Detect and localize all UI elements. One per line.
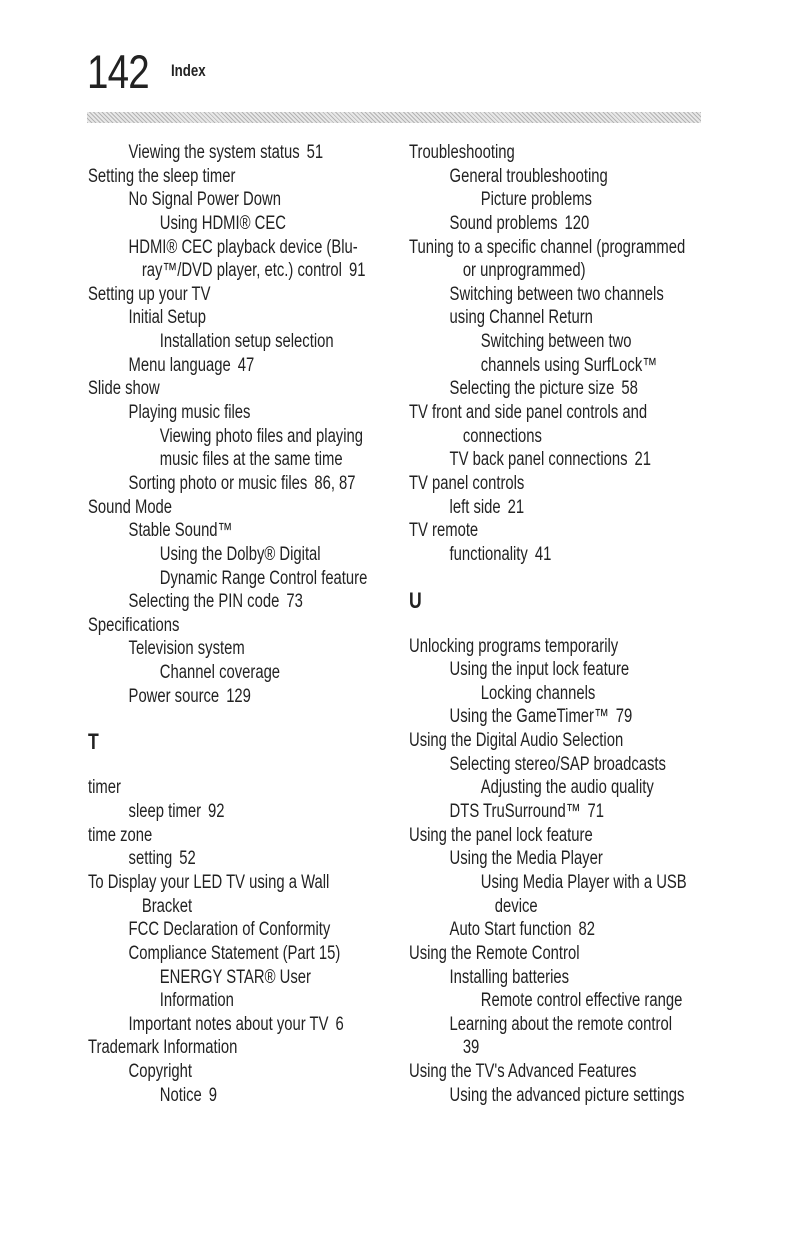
index-entry-text: Using the advanced picture settings bbox=[449, 1084, 685, 1106]
index-entry-text: Selecting the picture size bbox=[449, 378, 615, 400]
index-entry-text: Unlocking programs temporarily bbox=[409, 635, 619, 657]
index-entry bbox=[88, 590, 330, 614]
index-entry-text: Using the TV's Advanced Features bbox=[409, 1061, 637, 1083]
index-entry-text: TV remote bbox=[409, 520, 479, 542]
index-entry bbox=[409, 188, 651, 212]
index-entry bbox=[88, 895, 330, 919]
index-entry bbox=[88, 543, 330, 567]
index-entry bbox=[409, 425, 651, 449]
index-entry bbox=[409, 918, 651, 942]
index-entry-text: Compliance Statement (Part 15) bbox=[128, 942, 341, 964]
index-entry-text: TV back panel connections bbox=[449, 449, 628, 471]
index-entry bbox=[88, 472, 356, 496]
index-entry bbox=[409, 729, 651, 753]
index-entry-text: Using Media Player with a USB bbox=[480, 871, 687, 893]
index-entry-text: Switching between two bbox=[480, 331, 632, 353]
index-entry-text: Menu language bbox=[128, 354, 231, 376]
index-page-ref: 51 bbox=[306, 142, 324, 163]
index-entry-text: Installation setup selection bbox=[159, 331, 334, 353]
index-entry bbox=[409, 966, 651, 990]
index-entry bbox=[409, 895, 651, 919]
index-entry bbox=[409, 283, 664, 307]
index-entry bbox=[409, 354, 658, 378]
index-entry-text: Tuning to a specific channel (programmed bbox=[409, 236, 686, 258]
section-title: Index bbox=[171, 61, 206, 80]
page-number: 142 bbox=[87, 45, 149, 98]
index-entry-text: music files at the same time bbox=[159, 449, 343, 471]
index-letter-heading: T bbox=[88, 729, 99, 755]
index-entry-text: Slide show bbox=[88, 378, 160, 400]
index-entry-text: Remote control effective range bbox=[480, 990, 683, 1012]
index-entry bbox=[88, 354, 330, 378]
index-entry-text: Playing music files bbox=[128, 402, 251, 424]
index-entry bbox=[88, 614, 330, 638]
index-entry bbox=[409, 1013, 673, 1037]
index-entry bbox=[409, 259, 651, 283]
index-page-ref: 91 bbox=[348, 260, 366, 282]
index-entry-text: Channel coverage bbox=[159, 662, 281, 684]
index-entry-text: Trademark Information bbox=[88, 1037, 238, 1059]
index-letter-heading: U bbox=[409, 587, 422, 613]
index-entry bbox=[88, 330, 334, 354]
index-entry-text: TV front and side panel controls and bbox=[409, 402, 648, 424]
index-entry bbox=[409, 871, 687, 895]
index-entry bbox=[88, 685, 330, 709]
index-entry-text: Using the GameTimer™ bbox=[449, 706, 609, 728]
index-entry bbox=[88, 637, 330, 661]
index-column-right bbox=[409, 141, 719, 1107]
index-entry-text: Setting up your TV bbox=[88, 283, 211, 305]
index-entry-text: Using HDMI® CEC bbox=[159, 212, 286, 234]
index-page-ref: 120 bbox=[564, 212, 590, 234]
index-entry-text: Setting the sleep timer bbox=[88, 165, 236, 187]
index-entry-text: Using the panel lock feature bbox=[409, 824, 593, 846]
index-entry-text: ray™/DVD player, etc.) control bbox=[141, 260, 342, 282]
index-entry bbox=[409, 800, 651, 824]
index-entry bbox=[88, 966, 330, 990]
index-entry bbox=[409, 496, 651, 520]
index-entry-text: Sorting photo or music files bbox=[128, 472, 308, 494]
index-entry-text: Dynamic Range Control feature bbox=[159, 567, 368, 589]
index-entry bbox=[409, 448, 651, 472]
index-page-ref: 86, 87 bbox=[314, 472, 356, 494]
index-entry-text: Switching between two channels bbox=[449, 283, 664, 305]
index-entry bbox=[88, 918, 330, 942]
index-page-ref: 129 bbox=[226, 685, 251, 707]
index-entry-text: device bbox=[494, 895, 538, 917]
index-entry-text: functionality bbox=[449, 543, 528, 565]
index-entry bbox=[88, 401, 330, 425]
index-entry bbox=[88, 188, 330, 212]
index-entry-text: Television system bbox=[128, 638, 245, 660]
index-entry bbox=[409, 847, 651, 871]
index-entry bbox=[409, 519, 651, 543]
index-entry bbox=[88, 496, 330, 520]
index-entry-text: DTS TruSurround™ bbox=[449, 801, 581, 823]
index-entry bbox=[409, 141, 651, 165]
index-entry bbox=[409, 942, 651, 966]
index-entry-text: Auto Start function bbox=[449, 919, 572, 941]
index-entry bbox=[88, 776, 330, 800]
index-entry bbox=[409, 753, 666, 777]
index-entry-text: Stable Sound™ bbox=[128, 520, 233, 542]
index-page-ref: 21 bbox=[634, 449, 652, 471]
index-page-ref: 9 bbox=[208, 1084, 218, 1106]
index-entry bbox=[88, 259, 366, 283]
index-page-ref: 92 bbox=[208, 801, 225, 823]
index-page-ref: 71 bbox=[587, 801, 605, 823]
index-entry-text: Viewing the system status bbox=[128, 142, 300, 163]
index-entry bbox=[88, 306, 330, 330]
index-entry bbox=[409, 472, 651, 496]
index-entry-text: FCC Declaration of Conformity bbox=[128, 919, 331, 941]
index-entry bbox=[409, 330, 651, 354]
index-entry-text: timer bbox=[88, 777, 121, 799]
index-entry-text: using Channel Return bbox=[449, 307, 593, 329]
index-entry bbox=[409, 824, 651, 848]
index-entry-text: Copyright bbox=[128, 1061, 192, 1083]
index-entry bbox=[88, 800, 330, 824]
index-entry bbox=[88, 283, 330, 307]
index-entry-text: Specifications bbox=[88, 614, 180, 636]
index-entry-text: Using the Media Player bbox=[449, 848, 603, 870]
index-entry bbox=[88, 871, 330, 895]
index-entry-text: Initial Setup bbox=[128, 307, 207, 329]
index-page-ref: 21 bbox=[507, 496, 525, 518]
index-entry-text: Using the Remote Control bbox=[409, 942, 580, 964]
index-entry-text: Bracket bbox=[141, 895, 193, 917]
index-entry bbox=[409, 1060, 651, 1084]
index-entry-text: Sound problems bbox=[449, 212, 558, 234]
index-entry bbox=[88, 377, 330, 401]
index-entry-text: Using the Digital Audio Selection bbox=[409, 730, 624, 752]
index-entry-text: Picture problems bbox=[480, 189, 592, 211]
index-entry bbox=[409, 306, 651, 330]
index-entry-text: Power source bbox=[128, 685, 220, 707]
index-entry bbox=[88, 567, 368, 591]
index-entry-text: 39 bbox=[462, 1037, 480, 1059]
index-entry bbox=[409, 165, 651, 189]
index-entry bbox=[88, 1036, 330, 1060]
index-entry-text: Selecting stereo/SAP broadcasts bbox=[449, 753, 666, 775]
index-entry bbox=[409, 543, 651, 567]
index-entry-text: Using the input lock feature bbox=[449, 659, 630, 681]
index-entry bbox=[88, 1084, 330, 1108]
index-entry-text: Adjusting the audio quality bbox=[480, 777, 654, 799]
index-entry-text: General troubleshooting bbox=[449, 165, 608, 187]
index-entry-text: Important notes about your TV bbox=[128, 1013, 329, 1035]
index-entry bbox=[88, 236, 358, 260]
index-entry-text: Using the Dolby® Digital bbox=[159, 543, 321, 565]
index-page-ref: 79 bbox=[615, 706, 633, 728]
index-entry bbox=[88, 212, 330, 236]
index-entry-text: Installing batteries bbox=[449, 966, 570, 988]
index-entry bbox=[409, 236, 686, 260]
index-entry-text: No Signal Power Down bbox=[128, 189, 281, 211]
index-entry-text: setting bbox=[128, 848, 173, 870]
header-rule bbox=[87, 112, 701, 123]
index-entry bbox=[88, 519, 330, 543]
index-entry bbox=[88, 989, 330, 1013]
index-page-ref: 73 bbox=[286, 591, 303, 613]
index-entry bbox=[409, 989, 683, 1013]
index-entry bbox=[409, 776, 654, 800]
index-entry-text: Locking channels bbox=[480, 682, 596, 704]
index-entry bbox=[409, 682, 651, 706]
index-entry bbox=[88, 165, 330, 189]
index-entry bbox=[88, 847, 330, 871]
index-column-left bbox=[88, 141, 398, 1107]
index-entry bbox=[88, 1013, 344, 1037]
index-entry-text: Learning about the remote control bbox=[449, 1013, 673, 1035]
index-entry-text: left side bbox=[449, 496, 501, 518]
index-entry bbox=[409, 658, 651, 682]
index-page-ref: 6 bbox=[335, 1013, 344, 1035]
index-entry bbox=[409, 1084, 685, 1108]
index-entry-text: time zone bbox=[88, 824, 153, 846]
index-entry-text: TV panel controls bbox=[409, 472, 525, 494]
index-entry bbox=[88, 942, 341, 966]
index-entry bbox=[409, 705, 651, 729]
index-entry-text: or unprogrammed) bbox=[462, 260, 586, 282]
index-entry bbox=[409, 212, 651, 236]
index-entry bbox=[88, 661, 330, 685]
index-entry-text: HDMI® CEC playback device (Blu- bbox=[128, 236, 358, 258]
index-entry-text: Sound Mode bbox=[88, 496, 173, 518]
index-entry bbox=[88, 448, 343, 472]
index-entry bbox=[409, 1036, 651, 1060]
index-entry bbox=[88, 1060, 330, 1084]
index-entry-text: connections bbox=[462, 425, 542, 447]
index-entry-text: Selecting the PIN code bbox=[128, 591, 280, 613]
index-page-ref: 47 bbox=[237, 354, 255, 376]
index-entry bbox=[409, 635, 651, 659]
index-entry-text: ENERGY STAR® User bbox=[159, 966, 311, 988]
index-entry bbox=[88, 141, 330, 165]
index-entry-text: Information bbox=[159, 990, 234, 1012]
index-page-ref: 41 bbox=[534, 543, 552, 565]
index-entry-text: channels using SurfLock™ bbox=[480, 354, 658, 376]
index-entry bbox=[88, 824, 330, 848]
index-entry-text: sleep timer bbox=[128, 801, 202, 823]
index-entry-text: Troubleshooting bbox=[409, 142, 515, 163]
index-entry bbox=[88, 425, 363, 449]
index-entry bbox=[409, 401, 651, 425]
index-entry-text: To Display your LED TV using a Wall bbox=[88, 871, 330, 893]
index-entry-text: Viewing photo files and playing bbox=[159, 425, 363, 447]
index-page-ref: 82 bbox=[578, 919, 596, 941]
index-page-ref: 52 bbox=[179, 848, 196, 870]
index-entry-text: Notice bbox=[159, 1084, 202, 1106]
index-entry bbox=[409, 377, 651, 401]
index-page-ref: 58 bbox=[621, 378, 638, 400]
